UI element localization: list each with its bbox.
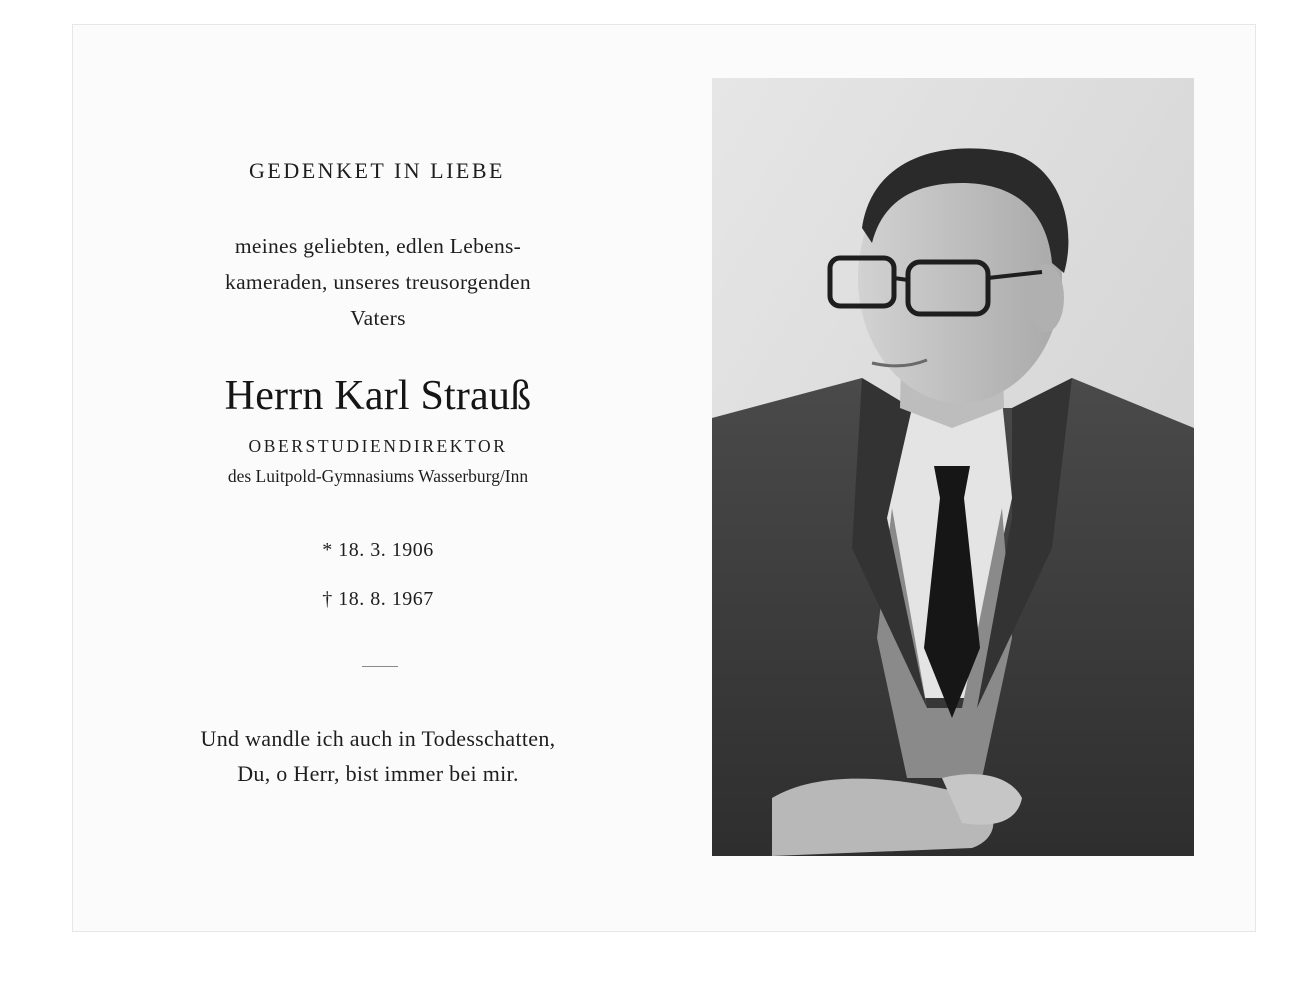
portrait-drawing bbox=[712, 78, 1194, 856]
intro-line: kameraden, unseres treusorgenden bbox=[225, 270, 531, 294]
divider bbox=[362, 666, 398, 667]
intro-line: meines geliebten, edlen Lebens- bbox=[234, 234, 522, 258]
deceased-name: Herrn Karl Strauß bbox=[224, 373, 532, 419]
birth-date: * 18. 3. 1906 bbox=[322, 539, 434, 561]
portrait-photo bbox=[712, 78, 1194, 856]
text-column bbox=[72, 24, 692, 932]
verse-line: Du, o Herr, bist immer bei mir. bbox=[237, 761, 519, 786]
death-date: † 18. 8. 1967 bbox=[322, 588, 434, 610]
intro-text bbox=[72, 228, 684, 336]
bible-verse bbox=[72, 721, 684, 791]
verse-line: Und wandle ich auch in Todesschatten, bbox=[200, 726, 556, 751]
intro-line: Vaters bbox=[350, 306, 406, 330]
heading: GEDENKET IN LIEBE bbox=[249, 158, 505, 183]
school-name: des Luitpold-Gymnasiums Wasserburg/Inn bbox=[227, 466, 529, 486]
memorial-card bbox=[72, 24, 1256, 932]
job-title: OBERSTUDIENDIREKTOR bbox=[248, 436, 508, 456]
